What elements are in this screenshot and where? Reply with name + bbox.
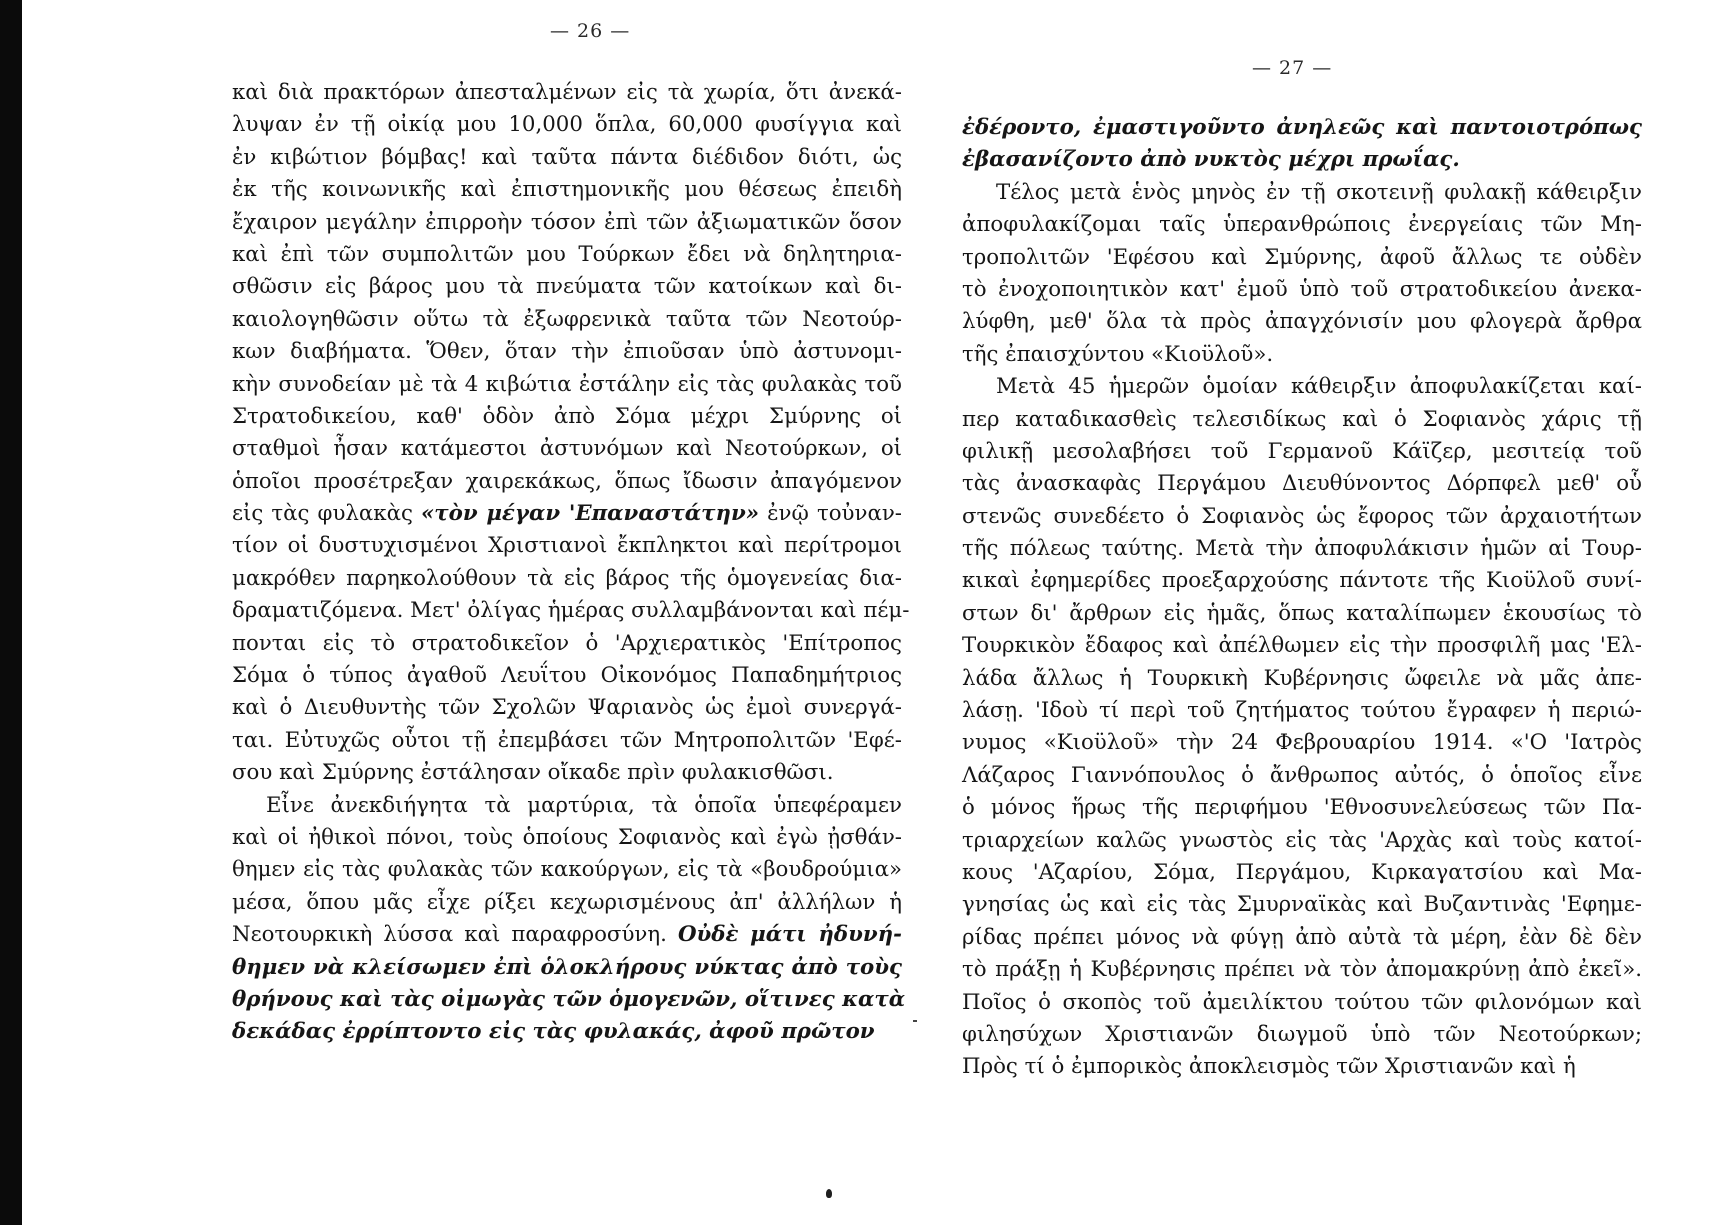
bold-text-segment: «τὸν μέγαν 'Επαναστάτην» <box>421 501 760 527</box>
text-line <box>962 954 1642 986</box>
bold-text-segment: θρήνους καὶ τὰς οἰμωγὰς τῶν ὁμογενῶν, οἵτινες κατὰ <box>232 986 906 1012</box>
text-line <box>232 401 902 433</box>
text-line <box>232 660 902 692</box>
text-segment: Σόμα ὁ τύπος ἀγαθοῦ Λευΐτου Οἰκονόμος Παπαδημήτριος <box>232 663 902 689</box>
text-line <box>962 468 1642 500</box>
text-segment: Πρὸς τί ὁ ἐμπορικὸς ἀποκλεισμὸς τῶν Χριστιανῶν καὶ ἡ <box>962 1054 1576 1080</box>
text-segment: γνησίας ὡς καὶ εἰς τὰς Σμυρναϊκὰς καὶ Βυζαντινὰς 'Εφημε- <box>962 892 1642 918</box>
text-line <box>232 725 902 757</box>
text-line <box>962 112 1642 144</box>
scan-binding-edge <box>0 0 22 1225</box>
text-segment: θημεν εἰς τὰς φυλακὰς τῶν κακούργων, εἰς τὰ «βουδρούμια» <box>232 857 902 883</box>
text-segment: λάδα ἄλλως ἡ Τουρκικὴ Κυβέρνησις ὤφειλε νὰ μᾶς ἀπε- <box>962 665 1642 691</box>
text-line <box>962 177 1642 209</box>
text-segment: πονται εἰς τὸ στρατοδικεῖον ὁ 'Αρχιερατικὸς 'Επίτροπος <box>232 630 902 656</box>
text-line <box>232 466 902 498</box>
text-line <box>232 336 902 368</box>
text-line <box>962 857 1642 889</box>
text-line <box>962 501 1642 533</box>
text-segment: ρίδας πρέπει μόνος νὰ φύγῃ ἀπὸ αὐτὰ τὰ μέρη, ἐὰν δὲ δὲν <box>962 924 1642 950</box>
text-segment: νυμος «Κιοϋλοῦ» τὴν 24 Φεβρουαρίου 1914. «'Ο 'Ιατρὸς <box>962 730 1642 756</box>
text-line <box>232 369 902 401</box>
text-segment: σταθμοὶ ἦσαν κατάμεστοι ἀστυνόμων καὶ Νεοτούρκων, οἱ <box>232 436 902 462</box>
text-segment: Μετὰ 45 ἡμερῶν ὁμοίαν κάθειρξιν ἀποφυλακίζεται καί- <box>996 374 1642 400</box>
text-segment: Νεοτουρκικὴ λύσσα καὶ παραφροσύνη. <box>232 922 678 948</box>
text-line <box>962 274 1642 306</box>
left-page-text <box>232 77 910 1049</box>
text-segment: καὶ ὁ Διευθυντὴς τῶν Σχολῶν Ψαριανὸς ὡς ἐμοὶ συνεργά- <box>232 695 902 721</box>
text-line <box>232 77 902 109</box>
text-line <box>962 242 1642 274</box>
text-segment: δραματιζόμενα. Μετ' ὀλίγας ἡμέρας συλλαμβάνονται καὶ πέμ- <box>232 598 910 624</box>
text-line <box>962 1019 1642 1051</box>
bold-text-segment: ἐδέροντο, ἐμαστιγοῦντο ἀνηλεῶς καὶ παντοιοτρόπως <box>962 115 1642 140</box>
text-segment: σθῶσιν εἰς βάρος μου τὰ πνεύματα τῶν κατοίκων καὶ δι- <box>232 274 902 300</box>
text-line <box>232 239 902 271</box>
text-line <box>962 565 1642 597</box>
text-line <box>962 889 1642 921</box>
text-segment: καὶ διὰ πρακτόρων ἀπεσταλμένων εἰς τὰ χωρία, ὅτι ἀνεκά- <box>232 80 902 105</box>
text-segment: φιλησύχων Χριστιανῶν διωγμοῦ ὑπὸ τῶν Νεοτούρκων; <box>962 1021 1642 1047</box>
text-segment: ἐκ τῆς κοινωνικῆς καὶ ἐπιστημονικῆς μου θέσεως ἐπειδὴ <box>232 177 902 203</box>
gutter-mark <box>913 1020 917 1022</box>
text-segment: περ καταδικασθεὶς τελεσιδίκως καὶ ὁ Σοφιανὸς χάρις τῇ <box>962 406 1642 432</box>
text-segment: κικαὶ ἐφημερίδες προεξαρχούσης πάντοτε τῆς Κιοϋλοῦ συνί- <box>962 568 1642 594</box>
bold-text-segment: Οὐδὲ μάτι ἠδυνή- <box>677 922 902 948</box>
text-line <box>962 436 1642 468</box>
text-line <box>232 174 902 206</box>
text-line <box>962 987 1642 1019</box>
text-line <box>232 1016 902 1048</box>
text-line <box>962 371 1642 403</box>
text-line <box>962 306 1642 338</box>
text-segment: μέσα, ὅπου μᾶς εἶχε ρίξει κεχωρισμένους ἀπ' ἀλλήλων ἡ <box>232 889 902 915</box>
text-line <box>962 727 1642 759</box>
text-line <box>232 595 910 627</box>
text-line <box>232 433 902 465</box>
bold-text-segment: δεκάδας ἐρρίπτοντο εἰς τὰς φυλακάς, ἀφοῦ πρῶτον <box>232 1019 875 1045</box>
text-line <box>962 209 1642 241</box>
text-segment: Εἶνε ἀνεκδιήγητα τὰ μαρτύρια, τὰ ὁποῖα ὑπεφέραμεν <box>266 792 902 818</box>
text-segment: ἀποφυλακίζομαι ταῖς ὑπερανθρώποις ἐνεργείαις τῶν Μη- <box>962 212 1642 238</box>
text-line <box>232 207 902 239</box>
text-segment: λύφθη, μεθ' ὅλα τὰ πρὸς ἀπαγχόνισίν μου φλογερὰ ἄρθρα <box>962 309 1642 335</box>
text-line <box>232 142 902 174</box>
text-line <box>962 404 1642 436</box>
text-segment: εἰς τὰς φυλακὰς <box>232 501 421 527</box>
text-segment: τὰς ἀνασκαφὰς Περγάμου Διευθύνοντος Δόρπφελ μεθ' οὗ <box>962 471 1642 497</box>
text-line <box>232 109 902 141</box>
text-line <box>962 630 1642 662</box>
text-segment: στενῶς συνεδέετο ὁ Σοφιανὸς ὡς ἔφορος τῶν ἀρχαιοτήτων <box>962 503 1642 529</box>
text-segment: ται. Εὐτυχῶς οὗτοι τῇ ἐπεμβάσει τῶν Μητροπολιτῶν 'Εφέ- <box>232 727 902 753</box>
text-line <box>232 854 902 886</box>
text-line <box>962 533 1642 565</box>
text-line <box>962 598 1642 630</box>
text-segment: τριαρχείων καλῶς γνωστὸς εἰς τὰς 'Αρχὰς καὶ τοὺς κατοί- <box>962 827 1642 853</box>
text-line <box>232 692 902 724</box>
text-segment: καὶ ἐπὶ τῶν συμπολιτῶν μου Τούρκων ἔδει νὰ δηλητηρια- <box>232 241 902 267</box>
text-segment: τῆς πόλεως ταύτης. Μετὰ τὴν ἀποφυλάκισιν ἡμῶν αἱ Τουρ- <box>962 536 1642 562</box>
text-line <box>232 887 902 919</box>
text-segment: κων διαβήματα. Ὅθεν, ὅταν τὴν ἐπιοῦσαν ὑπὸ ἀστυνομι- <box>232 339 902 365</box>
text-line <box>232 498 902 530</box>
text-segment: ἔχαιρον μεγάλην ἐπιρροὴν τόσον ἐπὶ τῶν ἀξιωματικῶν ὅσον <box>232 209 902 235</box>
text-line <box>962 144 1642 176</box>
text-segment: λάσῃ. 'Ιδοὺ τί περὶ τοῦ ζητήματος τούτου ἔγραφεν ἡ περιώ- <box>962 698 1642 724</box>
text-segment: τὸ ἐνοχοποιητικὸν κατ' ἐμοῦ ὑπὸ τοῦ στρατοδικείου ἀνεκα- <box>962 276 1642 302</box>
text-line <box>232 790 902 822</box>
text-segment: Στρατοδικείου, καθ' ὁδὸν ἀπὸ Σόμα μέχρι Σμύρνης οἱ <box>232 403 902 429</box>
text-segment: λυψαν ἐν τῇ οἰκίᾳ μου 10,000 ὅπλα, 60,000 φυσίγγια καὶ <box>232 112 902 138</box>
text-line <box>962 1051 1642 1083</box>
text-segment: ὁ μόνος ἥρως τῆς περιφήμου 'Εθνοσυνελεύσεως τῶν Πα- <box>962 795 1642 821</box>
text-segment: μακρόθεν παρηκολούθουν τὰ εἰς βάρος τῆς ὁμογενείας δια- <box>232 565 902 591</box>
scan-speck <box>826 1189 832 1198</box>
page-number-left: — 26 — <box>550 20 631 42</box>
text-segment: στων δι' ἄρθρων εἰς ἡμᾶς, ὅπως καταλίπωμεν ἑκουσίως τὸ <box>962 600 1642 626</box>
text-line <box>962 663 1642 695</box>
text-segment: καιολογηθῶσιν οὕτω τὰ ἐξωφρενικὰ ταῦτα τῶν Νεοτούρ- <box>232 306 902 332</box>
text-line <box>232 530 902 562</box>
text-segment: κὴν συνοδείαν μὲ τὰ 4 κιβώτια ἐστάλην εἰς τὰς φυλακὰς τοῦ <box>232 371 902 397</box>
text-segment: φιλικῇ μεσολαβήσει τοῦ Γερμανοῦ Κάϊζερ, μεσιτείᾳ τοῦ <box>962 438 1642 464</box>
text-line <box>232 271 902 303</box>
text-segment: καὶ οἱ ἠθικοὶ πόνοι, τοὺς ὁποίους Σοφιανὸς καὶ ἐγὼ ᾐσθάν- <box>232 824 902 850</box>
bold-text-segment: ἐβασανίζοντο ἀπὸ νυκτὸς μέχρι πρωΐας. <box>962 147 1460 173</box>
text-line <box>232 919 902 951</box>
text-segment: ἐνῷ τοὐναν- <box>759 501 902 527</box>
text-segment: τὸ πράξῃ ἡ Κυβέρνησις πρέπει νὰ τὸν ἀπομακρύνῃ ἀπὸ ἐκεῖ». <box>962 957 1642 983</box>
text-segment: Τέλος μετὰ ἑνὸς μηνὸς ἐν τῇ σκοτεινῇ φυλακῇ κάθειρξιν <box>996 179 1642 205</box>
text-segment: σου καὶ Σμύρνης ἐστάλησαν οἴκαδε πρὶν φυλακισθῶσι. <box>232 760 834 786</box>
text-line <box>232 628 902 660</box>
text-segment: τροπολιτῶν 'Εφέσου καὶ Σμύρνης, ἀφοῦ ἄλλως τε οὐδὲν <box>962 244 1642 270</box>
text-line <box>232 757 902 789</box>
text-segment: κους 'Αζαρίου, Σόμα, Περγάμου, Κιρκαγατσίου καὶ Μα- <box>962 859 1642 885</box>
page-number-right: — 27 — <box>1252 57 1333 79</box>
text-segment: Λάζαρος Γιαννόπουλος ὁ ἄνθρωπος αὐτός, ὁ ὁποῖος εἶνε <box>962 762 1642 788</box>
right-page-text <box>962 112 1642 1084</box>
bold-text-segment: θημεν νὰ κλείσωμεν ἐπὶ ὁλοκλήρους νύκτας ἀπὸ τοὺς <box>232 954 902 980</box>
text-segment: ὁποῖοι προσέτρεξαν χαιρεκάκως, ὅπως ἴδωσιν ἀπαγόμενον <box>232 468 902 494</box>
text-line <box>962 792 1642 824</box>
text-line <box>962 825 1642 857</box>
text-segment: Ποῖος ὁ σκοπὸς τοῦ ἀμειλίκτου τούτου τῶν φιλονόμων καὶ <box>962 989 1642 1015</box>
text-line <box>232 563 902 595</box>
text-segment: τίον οἱ δυστυχισμένοι Χριστιανοὶ ἔκπληκτοι καὶ περίτρομοι <box>232 533 902 559</box>
text-line <box>962 695 1642 727</box>
text-segment: Τουρκικὸν ἔδαφος καὶ ἀπέλθωμεν εἰς τὴν προσφιλῆ μας 'Ελ- <box>962 633 1642 659</box>
text-line <box>232 984 906 1016</box>
text-line <box>962 339 1642 371</box>
text-segment: τῆς ἐπαισχύντου «Κιοϋλοῦ». <box>962 341 1274 367</box>
text-line <box>232 304 902 336</box>
text-line <box>962 760 1642 792</box>
text-segment: ἐν κιβώτιον βόμβας! καὶ ταῦτα πάντα διέδιδον διότι, ὡς <box>232 144 902 170</box>
text-line <box>232 822 902 854</box>
text-line <box>232 952 902 984</box>
text-line <box>962 922 1642 954</box>
